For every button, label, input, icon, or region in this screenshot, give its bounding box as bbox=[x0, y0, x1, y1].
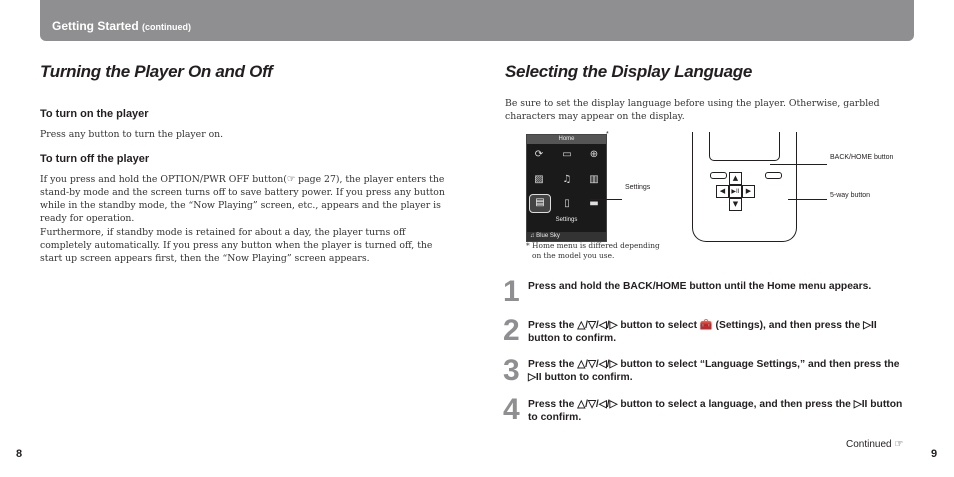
back-home-callout: BACK/HOME button bbox=[830, 154, 894, 161]
left-page-title: Turning the Player On and Off bbox=[40, 62, 273, 81]
radio-icon: ▭ bbox=[562, 149, 572, 160]
section-header-bar bbox=[40, 0, 914, 41]
footnote: * Home menu is differed depending on the model you use. bbox=[526, 241, 660, 260]
playlist-icon: ▯ bbox=[564, 198, 570, 209]
screen-header: Home bbox=[527, 135, 606, 144]
player-device-illustration bbox=[692, 132, 797, 242]
turn-off-text-1: If you press and hold the OPTION/PWR OFF button(☞ page 27), the player enters the stand-by mode and the screen turns off to save battery power. If you press any button while in the standby mode, the “Now Playing” screen, etc., appears and the player is ready for operation. bbox=[40, 174, 445, 224]
step-2-text: Press the △/▽/◁/▷ button to select 🧰 (Settings), and then press the ▷II button to confirm. bbox=[528, 320, 877, 344]
down-key: ▼ bbox=[729, 198, 742, 211]
intro-text: Be sure to set the display language before using the player. Otherwise, garbled characters may appear on the display. bbox=[505, 98, 880, 122]
continued-label: Continued ☞ bbox=[846, 439, 904, 450]
step-3-text: Press the △/▽/◁/▷ button to select “Language Settings,” and then press the ▷II button to confirm. bbox=[528, 359, 900, 383]
step-4-number: 4 bbox=[503, 393, 519, 426]
right-key: ▶ bbox=[742, 185, 755, 198]
search-icon: ⊕ bbox=[589, 149, 599, 160]
turn-on-heading: To turn on the player bbox=[40, 108, 149, 120]
right-page-title: Selecting the Display Language bbox=[505, 62, 753, 81]
settings-callout: Settings bbox=[625, 184, 651, 191]
section-title: Getting Started (continued) bbox=[52, 19, 192, 33]
settings-leader-line bbox=[590, 199, 622, 200]
music-icon: ♫ bbox=[562, 174, 572, 185]
screen-selected-label: Settings bbox=[555, 217, 578, 223]
option-button-illustration bbox=[765, 172, 782, 179]
five-way-leader-line bbox=[788, 199, 827, 200]
five-way-callout: 5-way button bbox=[830, 192, 871, 199]
up-key: ▲ bbox=[729, 172, 742, 185]
fm-icon: ▬ bbox=[589, 198, 599, 209]
device-screen bbox=[709, 132, 780, 161]
toolbox-icon: ▤ bbox=[535, 197, 545, 208]
step-4-text: Press the △/▽/◁/▷ button to select a language, and then press the ▷II button to confirm. bbox=[528, 399, 903, 423]
step-2-number: 2 bbox=[503, 314, 519, 347]
step-1-number: 1 bbox=[503, 275, 519, 308]
video-icon: ▥ bbox=[589, 174, 599, 185]
photo-icon: ▨ bbox=[534, 174, 544, 185]
page-number-right: 9 bbox=[931, 448, 938, 460]
screen-asterisk: * bbox=[606, 131, 609, 138]
selected-settings-tile bbox=[529, 194, 551, 213]
play-pause-key: ▶II bbox=[729, 185, 742, 198]
page-number-left: 8 bbox=[16, 448, 23, 460]
turn-off-text-2: Furthermore, if standby mode is retained for about a day, the player turns off completely automatically. If you press any button when the player is turned off, the start up screen appears first, then the “Now Playing” screen appears. bbox=[40, 227, 433, 264]
step-3-number: 3 bbox=[503, 354, 519, 387]
left-key: ◀ bbox=[716, 185, 729, 198]
five-way-button-illustration bbox=[716, 172, 756, 212]
back-home-leader-line bbox=[770, 164, 827, 165]
intelligent-shuffle-icon: ⟳ bbox=[534, 149, 544, 160]
home-menu-screen-illustration bbox=[526, 134, 607, 242]
screen-footer: ♫ Blue Sky bbox=[527, 232, 606, 241]
turn-off-heading: To turn off the player bbox=[40, 153, 150, 165]
step-1-text: Press and hold the BACK/HOME button until the Home menu appears. bbox=[528, 281, 872, 292]
turn-on-text: Press any button to turn the player on. bbox=[40, 129, 224, 140]
